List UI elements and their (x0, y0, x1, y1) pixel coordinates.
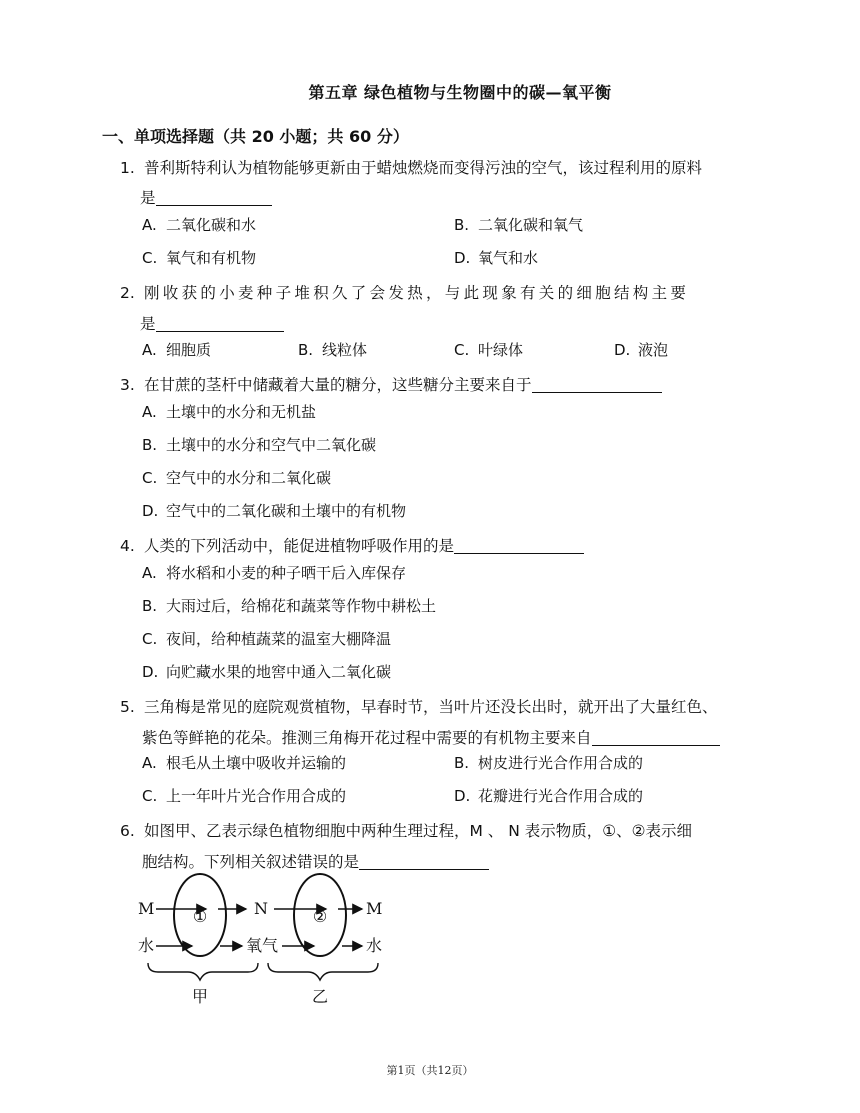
option-d[interactable]: D. 向贮藏水果的地窖中通入二氧化碳 (142, 663, 392, 681)
question-number: 1. (120, 159, 135, 177)
chapter-title: 第五章 绿色植物与生物圈中的碳—氧平衡 (308, 83, 612, 102)
question-text: 三角梅是常见的庭院观赏植物，早春时节，当叶片还没长出时，就开出了大量红色、 (144, 698, 718, 716)
option-d[interactable]: D. 空气中的二氧化碳和土壤中的有机物 (142, 502, 407, 520)
page-footer: 第1页（共12页） (386, 1064, 474, 1077)
question-number: 4. (120, 537, 135, 555)
question-6 (120, 815, 760, 847)
question-1-line2 (140, 182, 780, 214)
question-number: 6. (120, 822, 135, 840)
option-b[interactable]: B. 大雨过后，给棉花和蔬菜等作物中耕松土 (142, 597, 437, 615)
question-2-line2 (140, 308, 780, 340)
brace-jia (148, 963, 258, 980)
question-text: 是 (140, 315, 156, 333)
question-text: 胞结构。下列相关叙述错误的是 (142, 853, 360, 871)
question-text: 紫色等鲜艳的花朵。推测三角梅开花过程中需要的有机物主要来自 (142, 729, 592, 747)
option-c[interactable]: C. 上一年叶片光合作用合成的 (142, 787, 347, 805)
question-5 (120, 691, 760, 723)
question-number: 5. (120, 698, 135, 716)
substance-n-label: N (254, 899, 268, 918)
question-3 (120, 369, 760, 401)
input-m-label: M (138, 899, 155, 918)
process-yi-label: 乙 (311, 987, 329, 1006)
cell-1-label: ① (192, 907, 208, 926)
option-a[interactable]: A. 根毛从土壤中吸收并运输的 (142, 754, 347, 772)
input-water-label: 水 (138, 936, 155, 955)
option-c[interactable]: C. 空气中的水分和二氧化碳 (142, 469, 332, 487)
question-text: 人类的下列活动中，能促进植物呼吸作用的是 (144, 537, 455, 555)
question-2 (120, 277, 760, 309)
option-b[interactable]: B. 二氧化碳和氧气 (454, 216, 584, 234)
option-c[interactable]: C. 氧气和有机物 (142, 249, 257, 267)
question-5-line2 (142, 722, 782, 754)
option-a[interactable]: A. 二氧化碳和水 (142, 216, 257, 234)
answer-blank[interactable] (454, 535, 584, 554)
question-text: 是 (140, 189, 156, 207)
option-c[interactable]: C. 夜间，给种植蔬菜的温室大棚降温 (142, 630, 392, 648)
question-text: 在甘蔗的茎杆中储藏着大量的糖分，这些糖分主要来自于 (144, 376, 532, 394)
cell-2-label: ② (312, 907, 328, 926)
question-text: 普利斯特利认为植物能够更新由于蜡烛燃烧而变得污浊的空气，该过程利用的原料 (144, 159, 703, 177)
question-1 (120, 152, 760, 184)
oxygen-label: 氧气 (246, 936, 279, 955)
question-number: 3. (120, 376, 135, 394)
option-b[interactable]: B. 线粒体 (298, 341, 368, 359)
output-water-label: 水 (366, 936, 383, 955)
photosynthesis-respiration-diagram (136, 860, 396, 1010)
option-d[interactable]: D. 氧气和水 (454, 249, 539, 267)
option-a[interactable]: A. 细胞质 (142, 341, 212, 359)
answer-blank[interactable] (592, 727, 720, 746)
option-d[interactable]: D. 液泡 (614, 341, 669, 359)
brace-yi (268, 963, 378, 980)
option-c[interactable]: C. 叶绿体 (454, 341, 524, 359)
section-heading: 一、单项选择题（共 20 小题；共 60 分） (102, 127, 409, 146)
question-text: 如图甲、乙表示绿色植物细胞中两种生理过程，M 、 N 表示物质，①、②表示细 (144, 822, 693, 840)
option-a[interactable]: A. 将水稻和小麦的种子晒干后入库保存 (142, 564, 407, 582)
output-m-label: M (366, 899, 383, 918)
option-b[interactable]: B. 土壤中的水分和空气中二氧化碳 (142, 436, 377, 454)
question-4 (120, 530, 760, 562)
answer-blank[interactable] (156, 313, 284, 332)
process-jia-label: 甲 (191, 987, 209, 1006)
option-b[interactable]: B. 树皮进行光合作用合成的 (454, 754, 644, 772)
answer-blank[interactable] (156, 187, 272, 206)
option-d[interactable]: D. 花瓣进行光合作用合成的 (454, 787, 644, 805)
question-number: 2. (120, 284, 135, 302)
question-text: 刚收获的小麦种子堆积久了会发热，与此现象有关的细胞结构主要 (144, 284, 690, 302)
answer-blank[interactable] (532, 374, 662, 393)
option-a[interactable]: A. 土壤中的水分和无机盐 (142, 403, 317, 421)
